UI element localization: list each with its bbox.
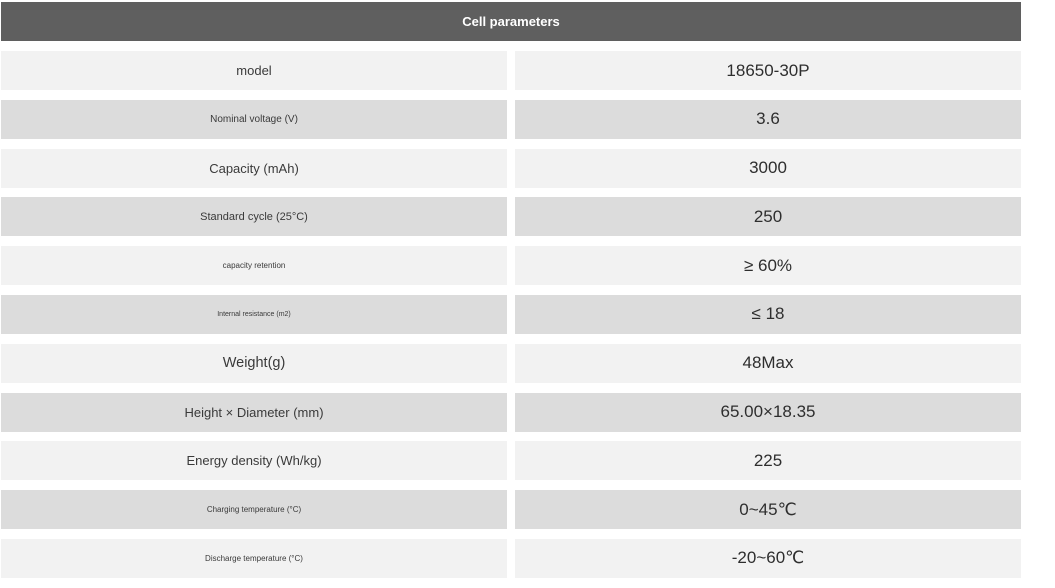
table-row-weight bbox=[1, 344, 1021, 383]
row-value: 0~45℃ bbox=[515, 490, 1021, 529]
row-label: capacity retention bbox=[1, 246, 507, 285]
table-row-height-diameter bbox=[1, 393, 1021, 432]
row-value: 48Max bbox=[515, 344, 1021, 383]
row-label: model bbox=[1, 51, 507, 90]
row-label: Discharge temperature (°C) bbox=[1, 539, 507, 578]
row-value: 250 bbox=[515, 197, 1021, 236]
parameter-table bbox=[1, 51, 1021, 588]
table-row-internal-resistance bbox=[1, 295, 1021, 334]
row-value: 3000 bbox=[515, 149, 1021, 188]
row-value: 65.00×18.35 bbox=[515, 393, 1021, 432]
table-row-capacity bbox=[1, 149, 1021, 188]
table-row-model bbox=[1, 51, 1021, 90]
row-value: -20~60℃ bbox=[515, 539, 1021, 578]
row-value: ≤ 18 bbox=[515, 295, 1021, 334]
table-row-discharge-temperature bbox=[1, 539, 1021, 578]
table-row-nominal-voltage bbox=[1, 100, 1021, 139]
row-label: Height × Diameter (mm) bbox=[1, 393, 507, 432]
row-label: Internal resistance (m2) bbox=[1, 295, 507, 334]
row-value: 3.6 bbox=[515, 100, 1021, 139]
row-value: 18650-30P bbox=[515, 51, 1021, 90]
row-label: Nominal voltage (V) bbox=[1, 100, 507, 139]
table-title: Cell parameters bbox=[1, 2, 1021, 41]
table-row-capacity-retention bbox=[1, 246, 1021, 285]
row-value: ≥ 60% bbox=[515, 246, 1021, 285]
table-row-energy-density bbox=[1, 441, 1021, 480]
row-label: Energy density (Wh/kg) bbox=[1, 441, 507, 480]
row-label: Charging temperature (°C) bbox=[1, 490, 507, 529]
row-label: Capacity (mAh) bbox=[1, 149, 507, 188]
table-row-charging-temperature bbox=[1, 490, 1021, 529]
table-row-standard-cycle bbox=[1, 197, 1021, 236]
row-value: 225 bbox=[515, 441, 1021, 480]
row-label: Weight(g) bbox=[1, 344, 507, 383]
row-label: Standard cycle (25°C) bbox=[1, 197, 507, 236]
